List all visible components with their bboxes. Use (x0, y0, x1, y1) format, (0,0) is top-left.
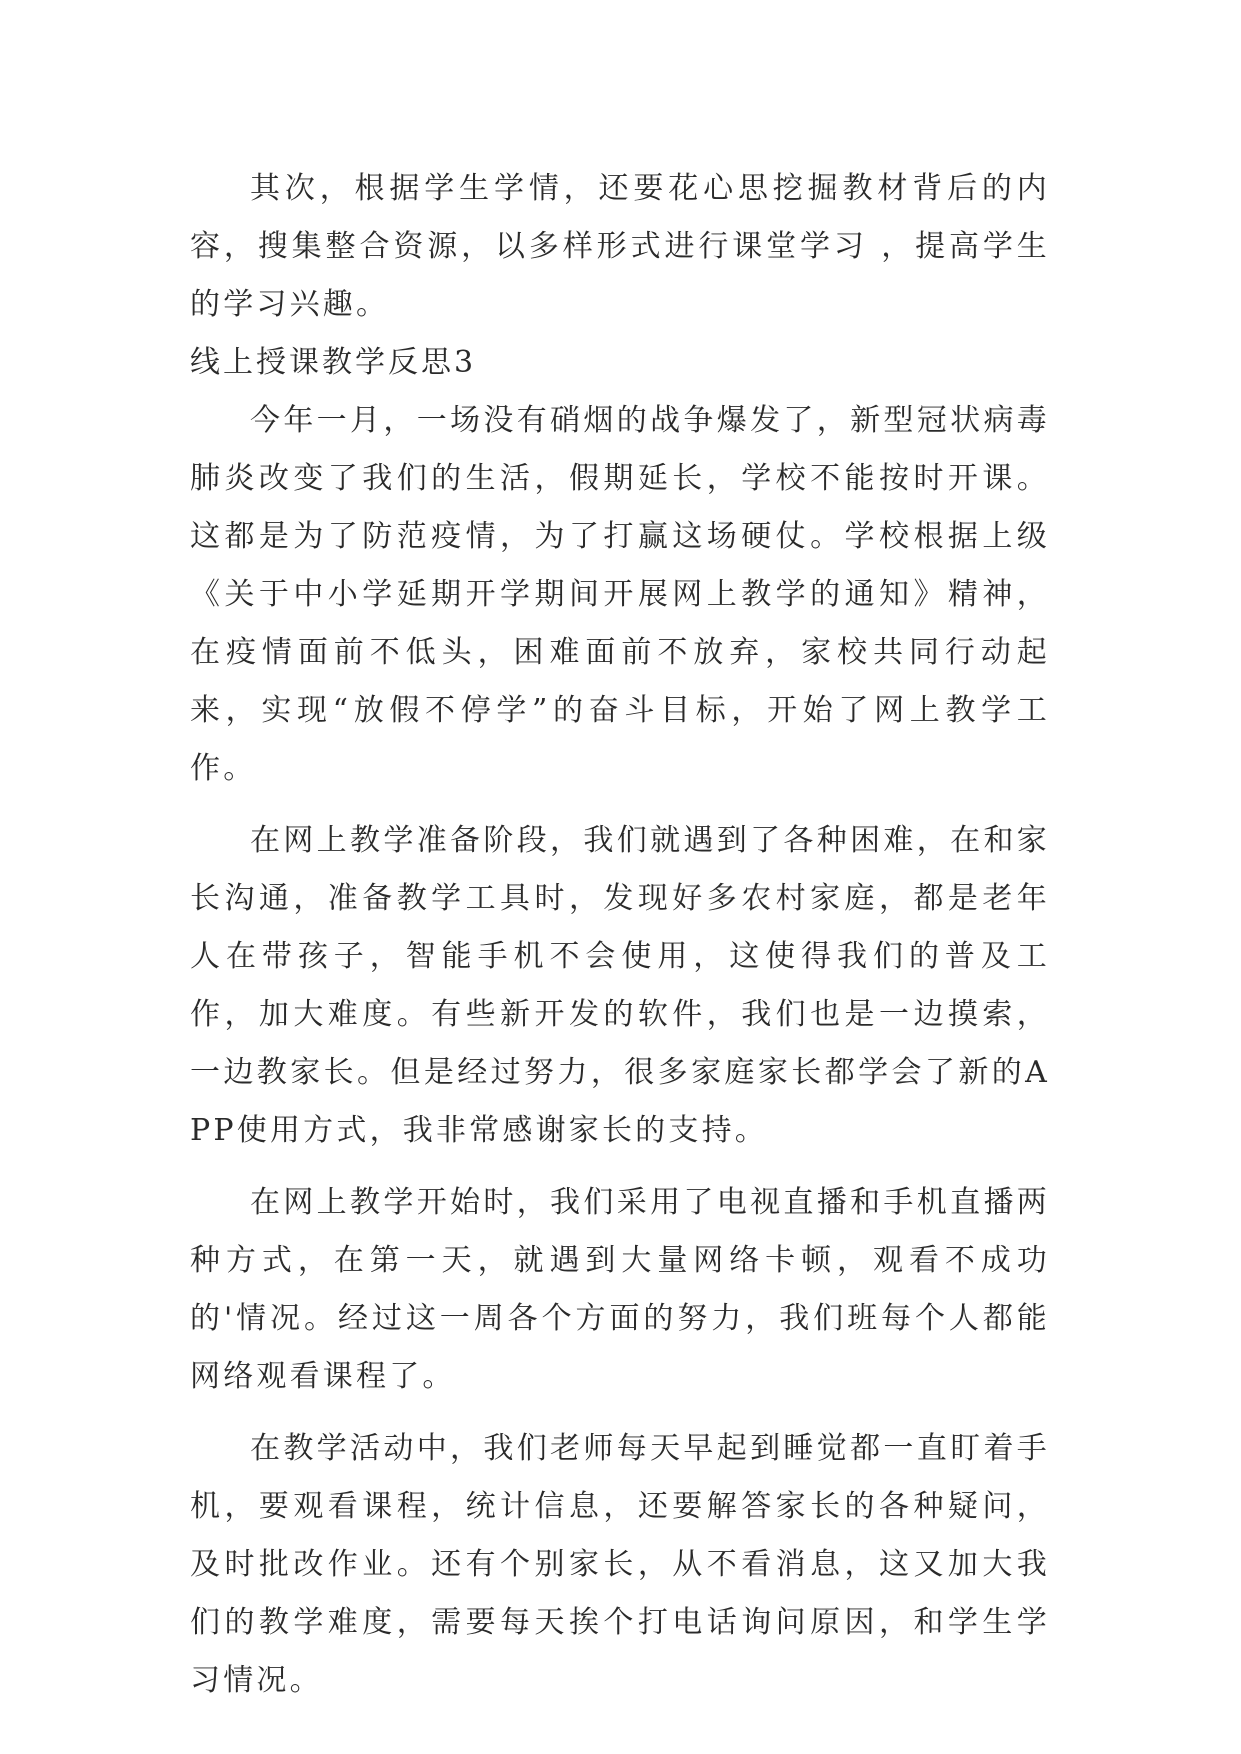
paragraph-2: 在网上教学准备阶段，我们就遇到了各种困难，在和家长沟通，准备教学工具时，发现好多农村家庭，都是老年人在带孩子，智能手机不会使用，这使得我们的普及工作，加大难度。有些新开发的软件，我们也是一边摸索，一边教家长。但是经过努力，很多家庭家长都学会了新的APP使用方式，我非常感谢家长的支持。 (190, 823, 1050, 1148)
document-page (190, 160, 1050, 1710)
paragraph-4: 在教学活动中，我们老师每天早起到睡觉都一直盯着手机，要观看课程，统计信息，还要解答家长的各种疑问，及时批改作业。还有个别家长，从不看消息，这又加大我们的教学难度，需要每天挨个打电话询问原因，和学生学习情况。 (190, 1431, 1050, 1698)
paragraph-3: 在网上教学开始时，我们采用了电视直播和手机直播两种方式，在第一天，就遇到大量网络卡顿，观看不成功的'情况。经过这一周各个方面的努力，我们班每个人都能网络观看课程了。 (190, 1185, 1050, 1394)
paragraph-1: 今年一月，一场没有硝烟的战争爆发了，新型冠状病毒肺炎改变了我们的生活，假期延长，学校不能按时开课。这都是为了防范疫情，为了打赢这场硬仗。学校根据上级《关于中小学延期开学期间开展网上教学的通知》精神，在疫情面前不低头，困难面前不放弃，家校共同行动起来，实现“放假不停学”的奋斗目标，开始了网上教学工作。 (190, 403, 1050, 786)
paragraph-intro: 其次，根据学生学情，还要花心思挖掘教材背后的内容，搜集整合资源，以多样形式进行课堂学习 ，提高学生的学习兴趣。 (190, 171, 1050, 322)
section-heading: 线上授课教学反思3 (190, 345, 477, 380)
